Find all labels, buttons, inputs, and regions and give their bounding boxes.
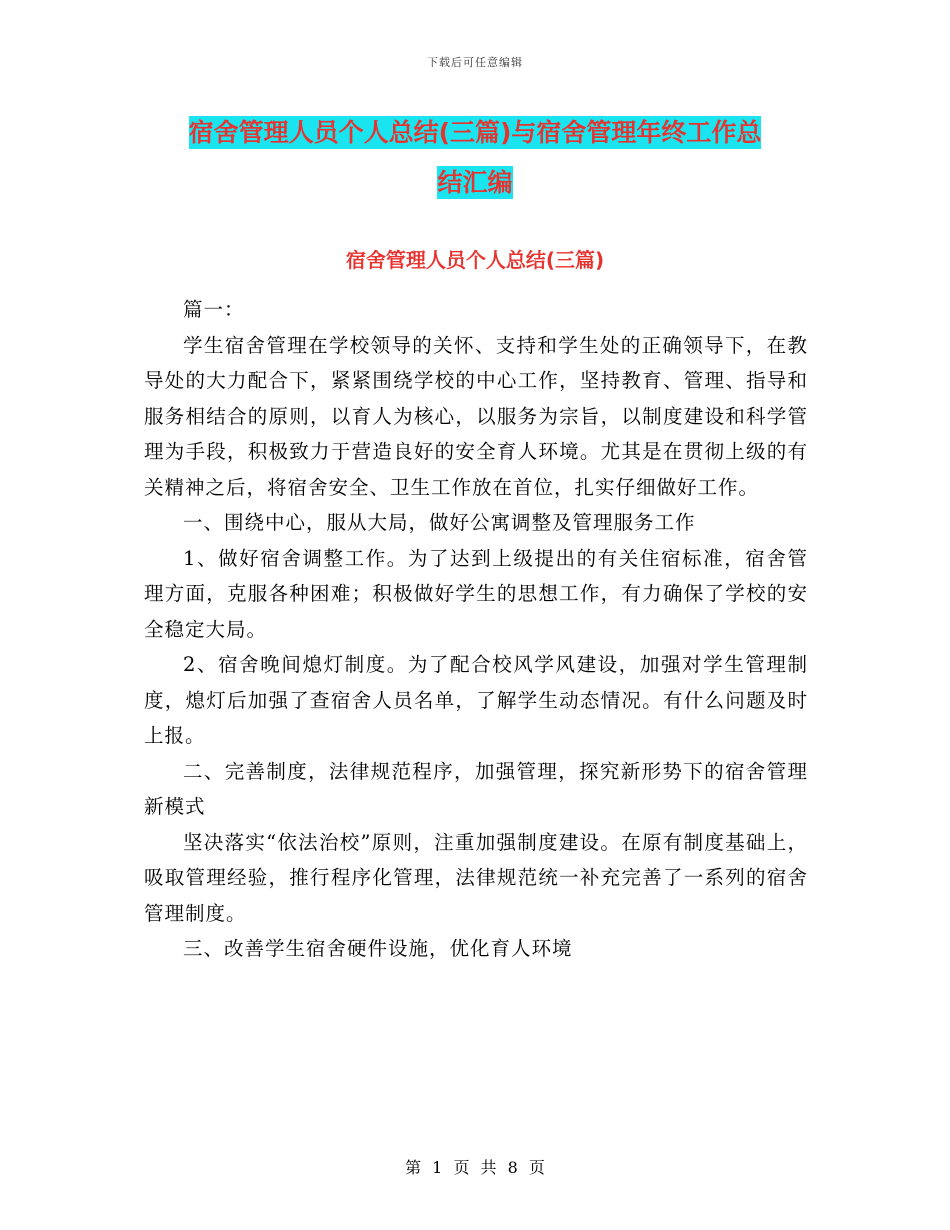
document-title-line2: 结汇编 bbox=[437, 168, 513, 197]
paragraph: 1、做好宿舍调整工作。为了达到上级提出的有关住宿标准，宿舍管理方面，克服各种困难；积极做好学生的思想工作，有力确保了学校的安全稳定大局。 bbox=[144, 546, 808, 641]
paragraph: 一、围绕中心，服从大局，做好公寓调整及管理服务工作 bbox=[183, 511, 696, 534]
page-number: 第 1 页 共 8 页 bbox=[405, 1158, 545, 1177]
paragraph: 三、改善学生宿舍硬件设施，优化育人环境 bbox=[183, 937, 573, 960]
document-title-line1: 宿舍管理人员个人总结(三篇)与宿舍管理年终工作总 bbox=[188, 118, 762, 147]
document-body bbox=[144, 292, 808, 967]
paragraph: 学生宿舍管理在学校领导的关怀、支持和学生处的正确领导下，在教导处的大力配合下，紧紧围绕学校的中心工作，坚持教育、管理、指导和服务相结合的原则，以育人为核心，以服务为宗旨，以制度建设和科学管理为手段，积极致力于营造良好的安全育人环境。尤其是在贯彻上级的有关精神之后，将宿舍安全、卫生工作放在首位，扎实仔细做好工作。 bbox=[144, 333, 808, 499]
header-note: 下载后可任意编辑 bbox=[427, 56, 523, 69]
paragraph: 篇一： bbox=[183, 298, 245, 321]
section-title: 宿舍管理人员个人总结(三篇) bbox=[345, 248, 605, 272]
paragraph: 坚决落实“依法治校”原则，注重加强制度建设。在原有制度基础上，吸取管理经验，推行程序化管理，法律规范统一补充完善了一系列的宿舍管理制度。 bbox=[144, 830, 808, 925]
paragraph: 2、宿舍晚间熄灯制度。为了配合校风学风建设，加强对学生管理制度，熄灯后加强了查宿舍人员名单，了解学生动态情况。有什么问题及时上报。 bbox=[144, 653, 808, 747]
document-title bbox=[140, 108, 810, 208]
paragraph: 二、完善制度，法律规范程序，加强管理，探究新形势下的宿舍管理新模式 bbox=[144, 759, 808, 818]
